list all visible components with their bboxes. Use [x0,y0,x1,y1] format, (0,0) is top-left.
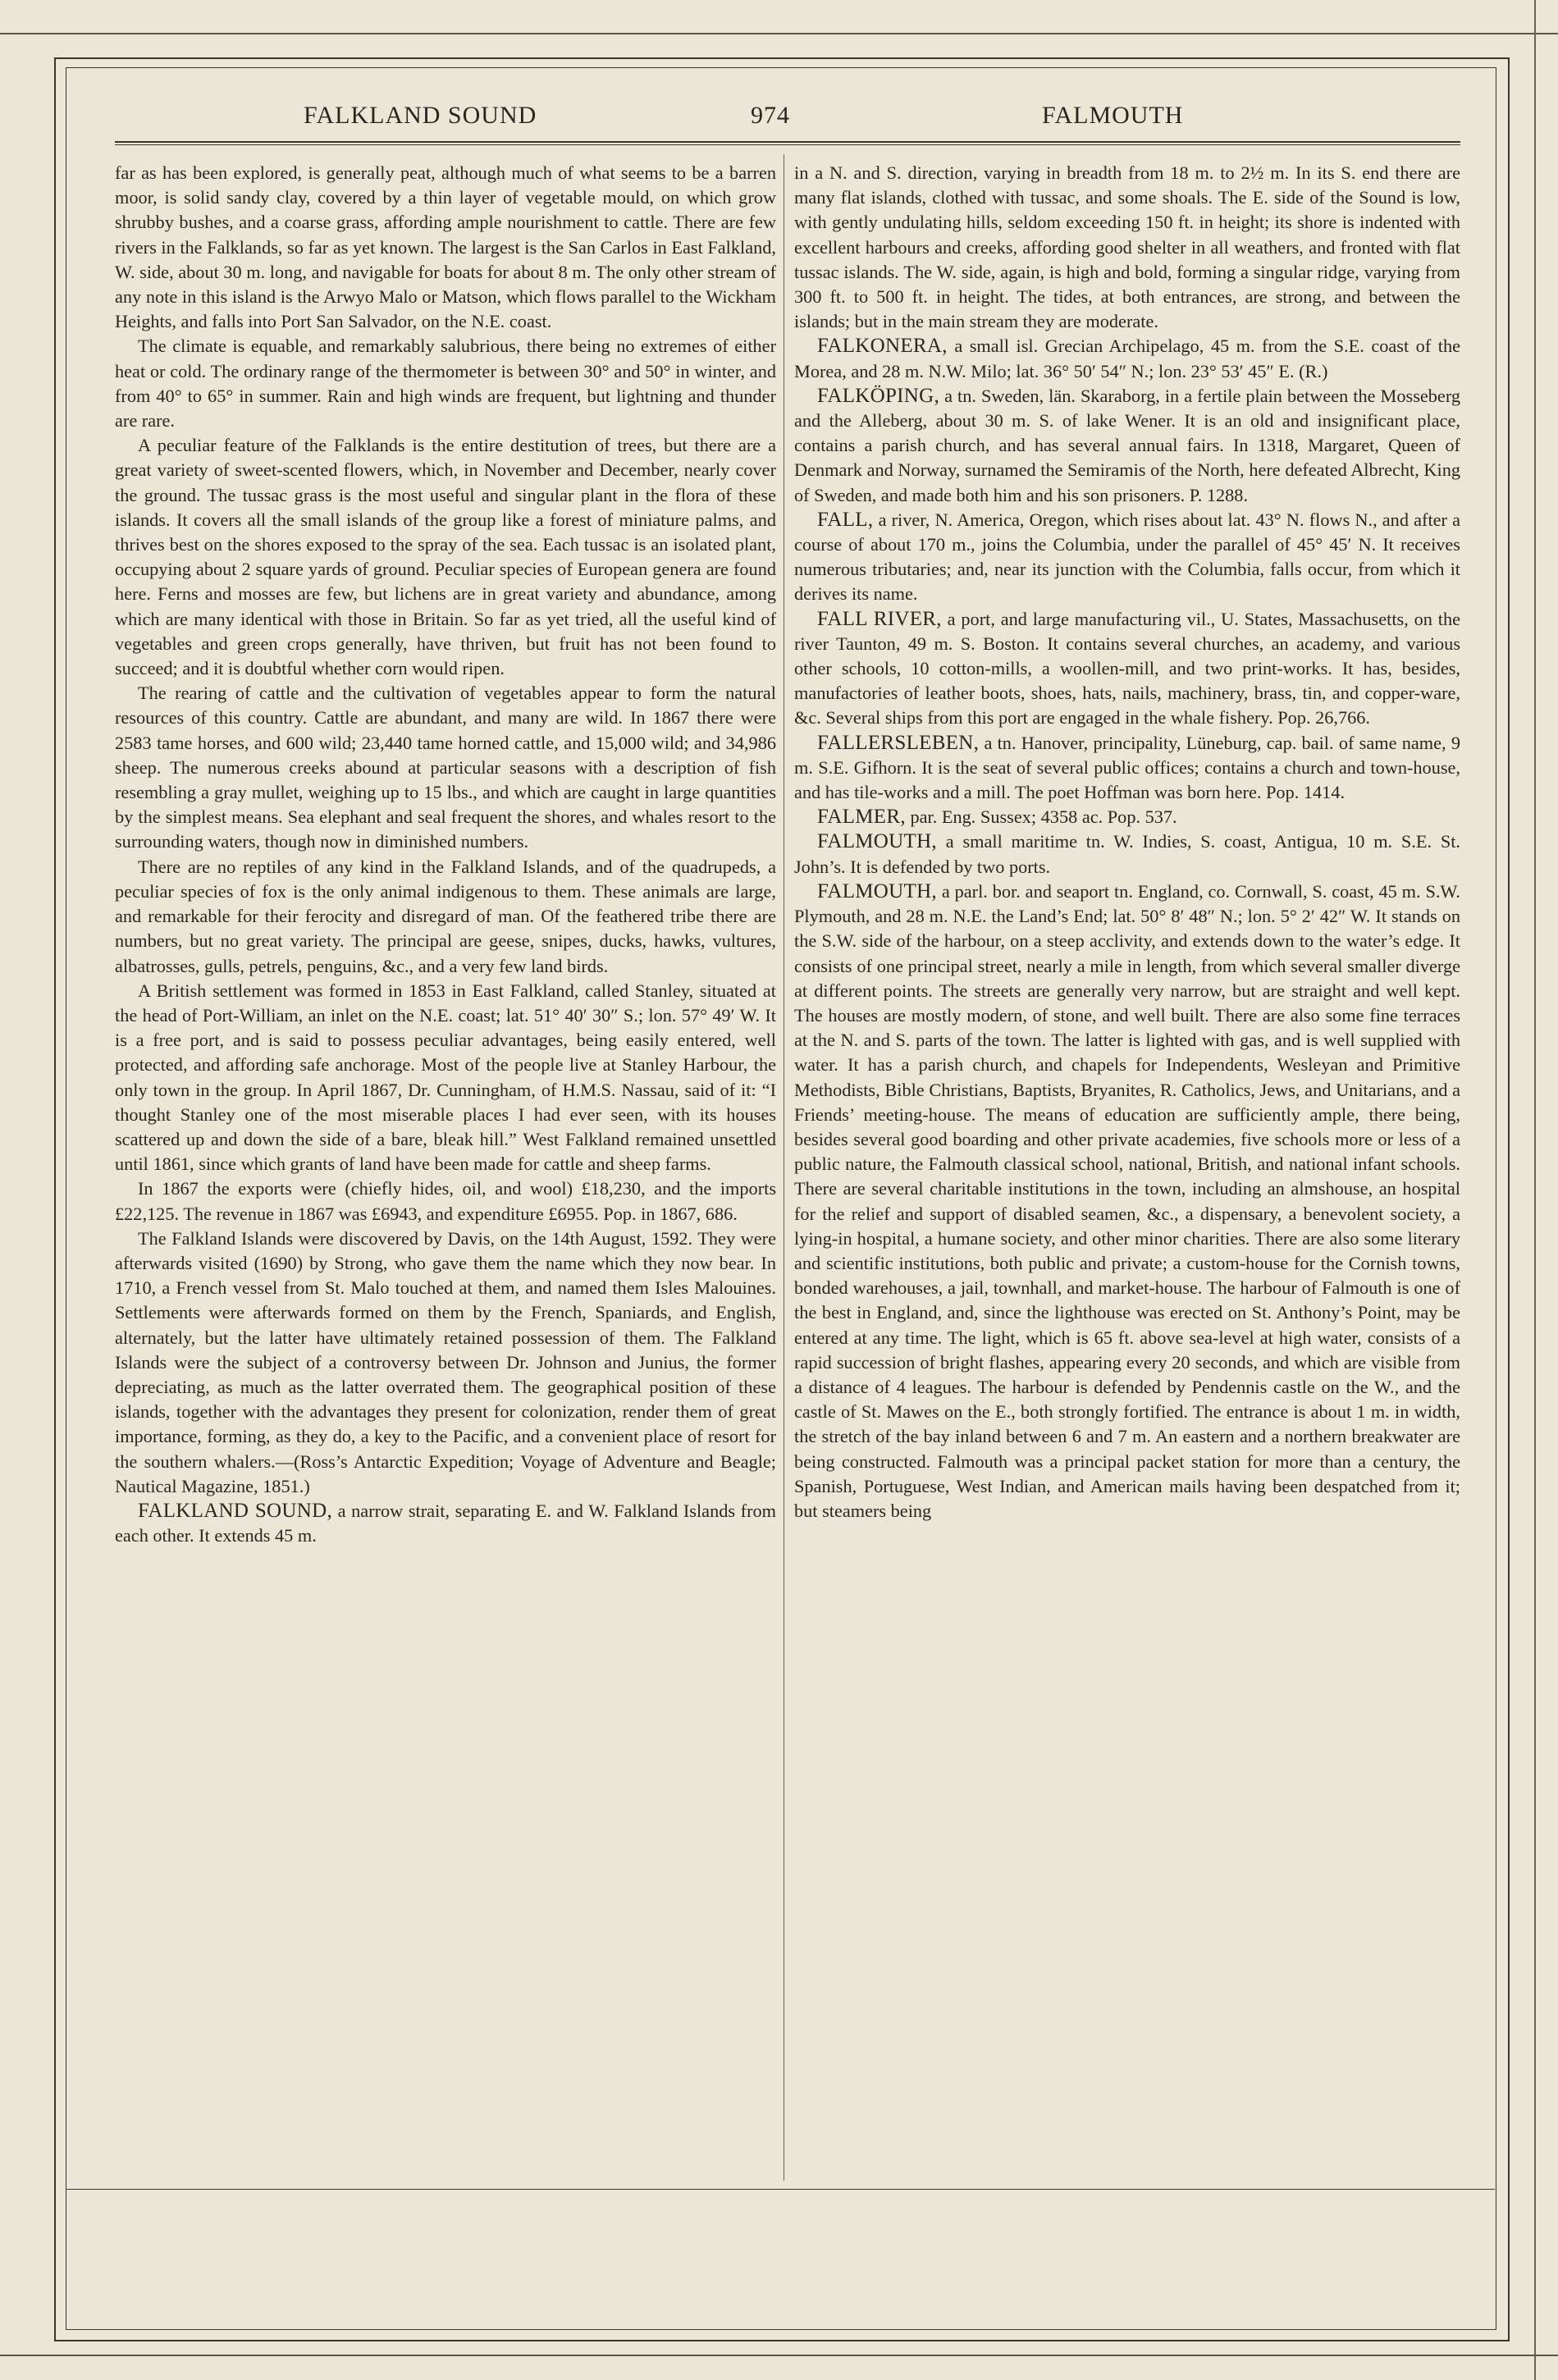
paragraph-soil-rivers: far as has been explored, is generally peat, although much of what seems to be a barren moor, is solid sandy clay, covered by a thin layer of vegetable mould, on which grow shrubby bushes, and a coarse grass, affording ample nourishment to cattle. There are few rivers in the Falklands, so far as yet known. The largest is the San Carlos in East Falkland, W. side, about 30 m. long, and navigable for boats for about 8 m. The only other stream of any note in this island is the Arwyo Malo or Matson, which flows parallel to the Wickham Heights, and falls into Port San Salvador, on the N.E. coast. [115,162,776,332]
entry-headword: FALMER, [817,806,906,829]
page-number: 974 [751,102,790,129]
entry-falkonera [794,334,1460,383]
entry-falkland-sound [115,1499,776,1548]
entry-fallersleben [794,731,1460,806]
entry-body: a river, N. America, Oregon, which rises about lat. 43° N. flows N., and after a course of about 170 m., joins the Columbia, under the parallel of 45° 45′ N. It receives numerous tributaries; and, near its junction with the Columbia, falls occur, from which it derives its name. [794,509,1461,605]
entry-headword: FALKLAND SOUND, [138,1499,333,1522]
entry-body: a tn. Hanover, principality, Lüneburg, cap. bail. of same name, 9 m. S.E. Gifhorn. It is the seat of several public offices; contains a church and town-house, and has tile-works and a mill. The poet Hoffman was born here. Pop. 1414. [794,732,1461,803]
entry-body: a small isl. Grecian Archipelago, 45 m. from the S.E. coast of the Morea, and 28 m. N.W. Milo; lat. 36° 50′ 54″ N.; lon. 23° 53′ 45″ E. (R.) [794,336,1460,381]
entry-headword: FALLERSLEBEN, [817,731,980,754]
entry-body: a narrow strait, separating E. and W. Falkland Islands from each other. It extends 45 m. [115,1500,776,1546]
header-rule-thin [115,144,1460,145]
entry-headword: FALL RIVER, [817,607,942,630]
paragraph-settlement: A British settlement was formed in 1853 in East Falkland, called Stanley, situated at the head of Port-William, an inlet on the N.E. coast; lat. 51° 40′ 30″ S.; lon. 57° 49′ W. It is a free port, and is said to possess peculiar advantages, being easily entered, well protected, and affording safe anchorage. Most of the people live at Stanley Harbour, the only town in the group. In April 1867, Dr. Cunningham, of H.M.S. Nassau, said of it: “I thought Stanley one of the most miserable places I had ever seen, with its houses scattered up and down the side of a bare, bleak hill.” West Falkland remained unsettled until 1861, since which grants of land have been made for cattle and sheep farms. [115,980,776,1175]
entry-headword: FALMOUTH, [817,879,937,902]
entry-headword: FALKONERA, [817,335,948,358]
page-edge-right [1534,0,1536,2380]
frame-bottom-rule [66,2189,1495,2190]
entry-body: par. Eng. Sussex; 4358 ac. Pop. 537. [910,806,1177,828]
running-header [115,97,1493,138]
entry-body: a tn. Sweden, län. Skaraborg, in a fertile plain between the Mosseberg and the Alleberg, about 30 m. S. of lake Wener. It is an old and insignificant place, contains a parish church, and has several annual fairs. In 1318, Margaret, Queen of Denmark and Norway, surnamed the Semiramis of the North, here defeated Albrecht, King of Sweden, and made both him and his son prisoners. P. 1288. [794,385,1460,505]
paragraph-exports: In 1867 the exports were (chiefly hides, oil, and wool) £18,230, and the imports £22,125. The revenue in 1867 was £6943, and expenditure £6955. Pop. in 1867, 686. [115,1178,776,1224]
entry-fall [794,508,1460,607]
entry-body: a parl. bor. and seaport tn. England, co. Cornwall, S. coast, 45 m. S.W. Plymouth, and 28 m. N.E. the Land’s End; lat. 50° 8′ 48″ N.; lon. 5° 2′ 42″ W. It stands on the S.W. side of the harbour, on a steep acclivity, and extends down to the water’s edge. It consists of one principal street, nearly a mile in length, from which several smaller diverge at different points. The streets are generally very narrow, but are straight and well kept. The houses are mostly modern, of stone, and well built. There are also some fine terraces at the N. and S. parts of the town. The latter is lighted with gas, and is well supplied with water. It has a parish church, and chapels for Independents, Wesleyan and Primitive Methodists, Bible Christians, Baptists, Bryanites, R. Catholics, Jews, and Unitarians, and a Friends’ meeting-house. The means of education are sufficiently ample, there being, besides several good boarding and other private academies, five schools more or less of a public nature, the Falmouth classical school, national, British, and national infant schools. There are several charitable institutions in the town, including an almshouse, an hospital for the relief and support of disabled seamen, &c., a dispensary, a benevolent society, a lying-in hospital, a humane society, and other minor charities. There are also some literary and scientific institutions, both public and private; a custom-house for the Cornish towns, bonded warehouses, a jail, townhall, and market-house. The harbour of Falmouth is one of the best in England, and, since the lighthouse was erected on St. Anthony’s Point, may be entered at any time. The light, which is 65 ft. above sea-level at high water, consists of a rapid succession of bright flashes, appearing every 20 seconds, and which are visible from a distance of 4 leagues. The harbour is defended by Pendennis castle on the W., and the castle of St. Mawes on the E., both strongly fortified. The entrance is about 1 m. in width, the stretch of the bay inland between 6 and 7 m. An eastern and a northern breakwater are being constructed. Falmouth was a principal packet station for more than a century, the Spanish, Portuguese, West Indian, and American mails having been despatched from it; but steamers being [794,880,1461,1521]
right-column [794,161,1460,1523]
paragraph-history: The Falkland Islands were discovered by Davis, on the 14th August, 1592. They were afterwards visited (1690) by Strong, who gave them the name which they now bear. In 1710, a French vessel from St. Malo touched at them, and named them Isles Malouines. Settlements were afterwards formed on them by the French, Spaniards, and English, alternately, but the latter have ultimately retained possession of them. The Falkland Islands were the subject of a controversy between Dr. Johnson and Junius, the former depreciating, as much as the latter overrated them. The geographical position of these islands, together with the advantages they present for colonization, render them of great importance, forming, as they do, a key to the Pacific, and a convenient place of resort for the southern whalers.—(Ross’s Antarctic Expedition; Voyage of Adventure and Beagle; Nautical Magazine, 1851.) [115,1227,776,1496]
header-rule [115,141,1460,143]
paragraph-sound-continuation: in a N. and S. direction, varying in breadth from 18 m. to 2½ m. In its S. end there are many flat islands, clothed with tussac, and some shoals. The E. side of the Sound is low, with gently undulating hills, seldom exceeding 150 ft. in height; its shore is indented with excellent harbours and creeks, affording good shelter in all weathers, and fronted with flat tussac islands. The W. side, again, is high and bold, forming a singular ridge, varying from 300 ft. to 500 ft. in height. The tides, at both entrances, are strong, and between the islands; but in the main stream they are moderate. [794,162,1460,332]
paragraph-climate: The climate is equable, and remarkably salubrious, there being no extremes of either heat or cold. The ordinary range of the thermometer is between 30° and 50° in winter, and from 40° to 65° in summer. Rain and high winds are frequent, but lightning and thunder are rare. [115,336,776,432]
entry-falmer [794,805,1460,829]
entry-falmouth-antigua [794,829,1460,879]
entry-headword: FALL, [817,508,874,531]
entry-falkoping [794,384,1460,508]
paragraph-cattle: The rearing of cattle and the cultivation of vegetables appear to form the natural resources of this country. Cattle are abundant, and many are wild. In 1867 there were 2583 tame horses, and 600 wild; 23,440 tame horned cattle, and 15,000 wild; and 34,986 sheep. The numerous creeks abound at particular seasons with a description of fish resembling a gray mullet, weighing up to 15 lbs., and which are caught in large quantities by the simplest means. Sea elephant and seal frequent the shores, and whales resort to the surrounding waters, though now in diminished numbers. [115,683,776,852]
entry-falmouth-cornwall [794,879,1460,1523]
entry-body: a small maritime tn. W. Indies, S. coast, Antigua, 10 m. S.E. St. John’s. It is defended by two ports. [794,831,1461,877]
entry-headword: FALKÖPING, [817,384,940,407]
paragraph-fauna: There are no reptiles of any kind in the Falkland Islands, and of the quadrupeds, a peculiar species of fox is the only animal indigenous to them. These animals are large, and remarkable for their ferocity and disregard of man. Of the feathered tribe there are numbers, but no great variety. The principal are geese, snipes, ducks, hawks, vultures, albatrosses, gulls, petrels, penguins, &c., and a very few land birds. [115,856,776,976]
header-right-title: FALMOUTH [1042,102,1184,129]
left-column [115,161,776,1548]
entry-headword: FALMOUTH, [817,830,937,853]
entry-body: a port, and large manufacturing vil., U. States, Massachusetts, on the river Taunton, 49 m. S. Boston. It contains several churches, an academy, and various other schools, 10 cotton-mills, a woollen-mill, and two print-works. It has, besides, manufactories of leather boots, shoes, hats, nails, machinery, brass, tin, and copper-ware, &c. Several ships from this port are engaged in the whale fishery. Pop. 26,766. [794,608,1460,729]
page-edge-top-rule [0,33,1558,34]
header-left-title: FALKLAND SOUND [304,102,537,129]
paragraph-flora: A peculiar feature of the Falklands is the entire destitution of trees, but there are a great variety of sweet-scented flowers, which, in November and December, nearly cover the ground. The tussac grass is the most useful and singular plant in the flora of these islands. It covers all the small islands of the group like a forest of miniature palms, and thrives best on the shores exposed to the spray of the sea. Each tussac is an isolated plant, occupying about 2 square yards of ground. Peculiar species of European genera are found here. Ferns and mosses are few, but lichens are in great variety and abundance, among which are many identical with those in Britain. So far as yet tried, all the useful kind of vegetables and green crops generally, have thriven, but fruit has not been found to succeed; and it is doubtful whether corn would ripen. [115,435,776,679]
page-edge-bottom-rule [0,2355,1558,2356]
entry-fall-river [794,607,1460,731]
